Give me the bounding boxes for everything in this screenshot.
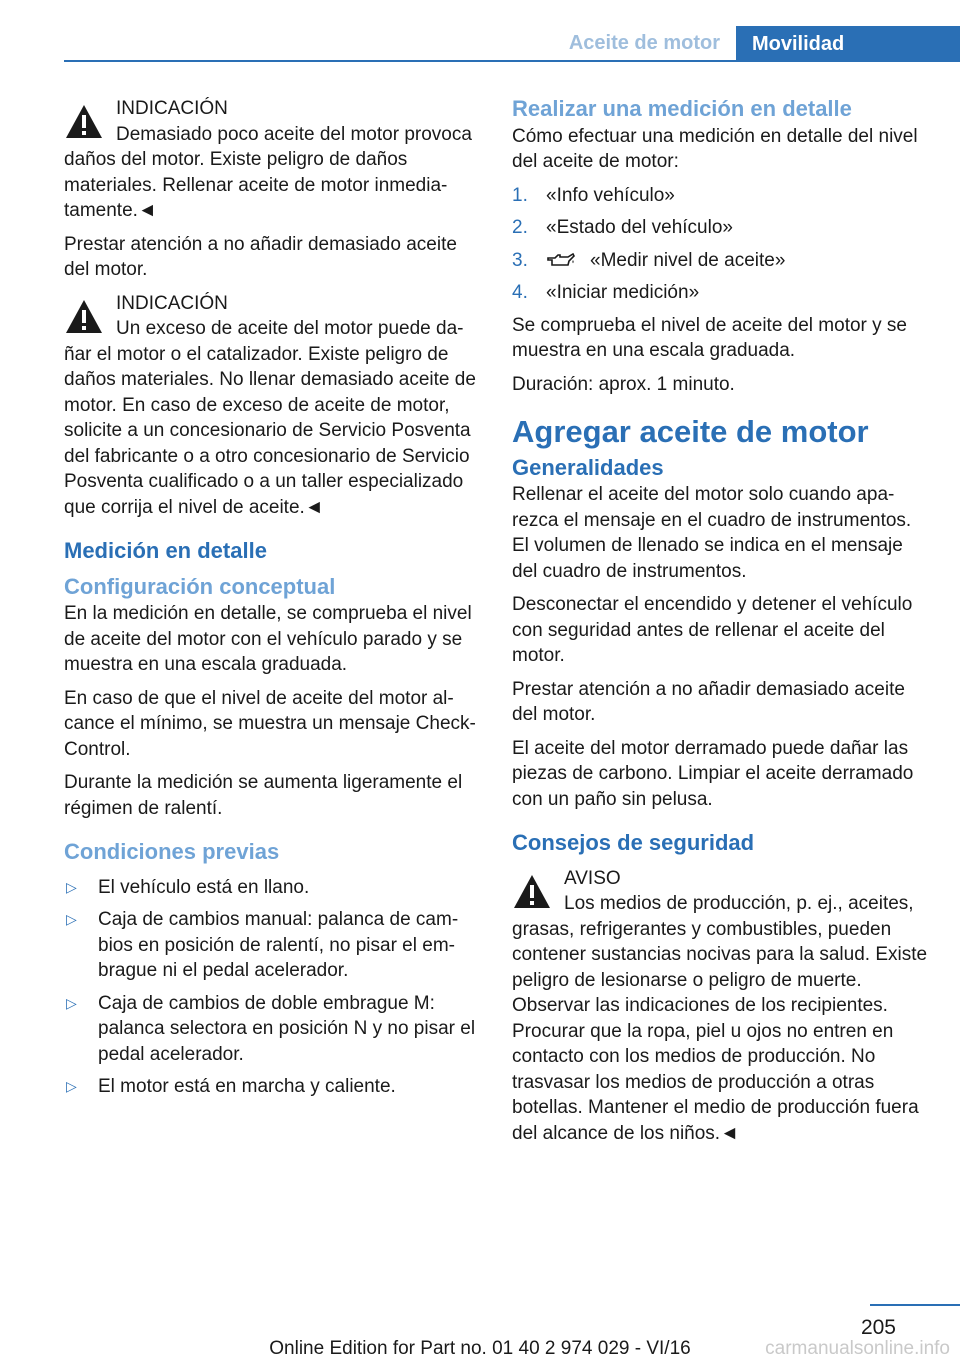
header-chapter-tab: Movilidad xyxy=(736,26,960,62)
warning-text: Un exceso de aceite del motor puede dañar el motor o el catalizador. Existe peligro de daños materiales. No llenar demasiado aceite de motor. En caso de exceso de aceite de motor, solicite a un concesionario de Servicio Posventa del fabricante o a otro concesionario de Servicio Posventa cualificado o a un taller especializado que corrija el nivel de aceite.◄ xyxy=(64,318,476,518)
list-item: 3. «Medir nivel de aceite» xyxy=(512,248,930,274)
bullet-triangle-icon: ▷ xyxy=(66,911,77,927)
page-number: 205 xyxy=(860,1316,896,1339)
list-item: ▷ El vehículo está en llano. xyxy=(64,875,482,901)
paragraph: Rellenar el aceite del motor solo cuando aparezca el mensaje en el cuadro de instrumentos. El volumen de llenado se indica en el mensaje del cuadro de instrumentos. xyxy=(512,484,912,582)
paragraph: Durante la medición se aumenta ligeramente el régimen de ralentí. xyxy=(64,772,463,819)
warning-text: Demasiado poco aceite del motor provoca daños del motor. Existe peligro de daños materiales. Rellenar aceite de motor inmediatamente.◄ xyxy=(64,123,472,221)
warning-note-3 xyxy=(512,866,930,1147)
heading-realizar-medicion: Realizar una medición en detalle xyxy=(512,96,852,121)
bullet-triangle-icon: ▷ xyxy=(66,1078,77,1094)
heading-medicion-detalle: Medición en detalle xyxy=(64,538,267,563)
step-number: 2. xyxy=(512,217,528,238)
oil-can-icon xyxy=(546,251,576,269)
paragraph: Prestar atención a no añadir demasiado aceite del motor. xyxy=(512,678,905,725)
list-item: ▷ Caja de cambios de doble embrague M: palanca selectora en posición N y no pisar el pedal acelerador. xyxy=(66,992,476,1065)
header-section-title: Aceite de motor xyxy=(568,32,720,54)
right-column xyxy=(512,96,930,1154)
warning-triangle-icon xyxy=(64,297,104,337)
warning-title: AVISO xyxy=(564,867,621,889)
paragraph: El aceite del motor derramado puede dañar las piezas de carbono. Limpiar el aceite derramado con un paño sin pelusa. xyxy=(512,737,914,810)
list-item: ▷ Caja de cambios manual: palanca de cambios en posición de ralentí, no pisar el embrague ni el pedal acelerador. xyxy=(66,909,459,981)
step-number: 1. xyxy=(512,184,528,206)
paragraph: Duración: aprox. 1 minuto. xyxy=(512,373,735,395)
heading-consejos-seguridad: Consejos de seguridad xyxy=(512,830,755,855)
list-item: 2. «Estado del vehículo» xyxy=(512,215,930,241)
footer-edition: Online Edition for Part no. 01 40 2 974 029 - VI/16 xyxy=(269,1338,691,1359)
bullet-triangle-icon: ▷ xyxy=(66,878,77,895)
warning-note-2 xyxy=(64,291,482,521)
paragraph: Cómo efectuar una medición en detalle del nivel del aceite de motor: xyxy=(512,125,918,172)
bullet-triangle-icon: ▷ xyxy=(66,994,77,1011)
heading-generalidades: Generalidades xyxy=(512,454,664,480)
step-number: 4. xyxy=(512,282,528,303)
warning-title: INDICACIÓN xyxy=(116,98,228,119)
watermark: carmanualsonline.info xyxy=(765,1338,950,1359)
warning-note-1 xyxy=(64,96,482,224)
paragraph: Desconectar el encendido y detener el vehículo con seguridad antes de rellenar el aceite del motor. xyxy=(512,594,913,666)
list-item: 4. «Iniciar medición» xyxy=(512,280,930,306)
heading-configuracion: Configuración conceptual xyxy=(64,573,336,599)
paragraph: Se comprueba el nivel de aceite del motor y se muestra en una escala graduada. xyxy=(512,314,907,361)
warning-title: INDICACIÓN xyxy=(116,292,228,314)
conditions-list xyxy=(64,875,482,1100)
paragraph: Prestar atención a no añadir demasiado aceite del motor. xyxy=(64,233,457,280)
paragraph: En caso de que el nivel de aceite del motor alcance el mínimo, se muestra un mensaje Check-Control. xyxy=(64,687,476,760)
warning-triangle-icon xyxy=(64,102,104,142)
warning-text: Los medios de producción, p. ej., aceites, grasas, refrigerantes y combustibles, pueden contener sustancias nocivas para la salud. Existe peligro de lesionarse o peligro de muerte. Observar las indicaciones de los recipientes. Procurar que la ropa, piel u ojos no entren en contacto con los medios de producción. No trasvasar los medios de producción a otras botellas. Mantener el medio de producción fuera del alcance de los niños.◄ xyxy=(512,893,928,1144)
page-number-rule xyxy=(870,1304,960,1306)
list-item: 1. «Info vehículo» xyxy=(512,183,930,209)
list-item: ▷ El motor está en marcha y caliente. xyxy=(64,1074,482,1100)
step-number: 3. xyxy=(512,249,528,271)
left-column xyxy=(64,96,482,1107)
heading-agregar-aceite: Agregar aceite de motor xyxy=(512,414,869,449)
warning-triangle-icon xyxy=(512,872,552,912)
steps-list xyxy=(512,183,930,306)
heading-condiciones: Condiciones previas xyxy=(64,839,280,864)
paragraph: En la medición en detalle, se comprueba el nivel de aceite del motor con el vehículo parado y se muestra en una escala graduada. xyxy=(64,603,472,675)
